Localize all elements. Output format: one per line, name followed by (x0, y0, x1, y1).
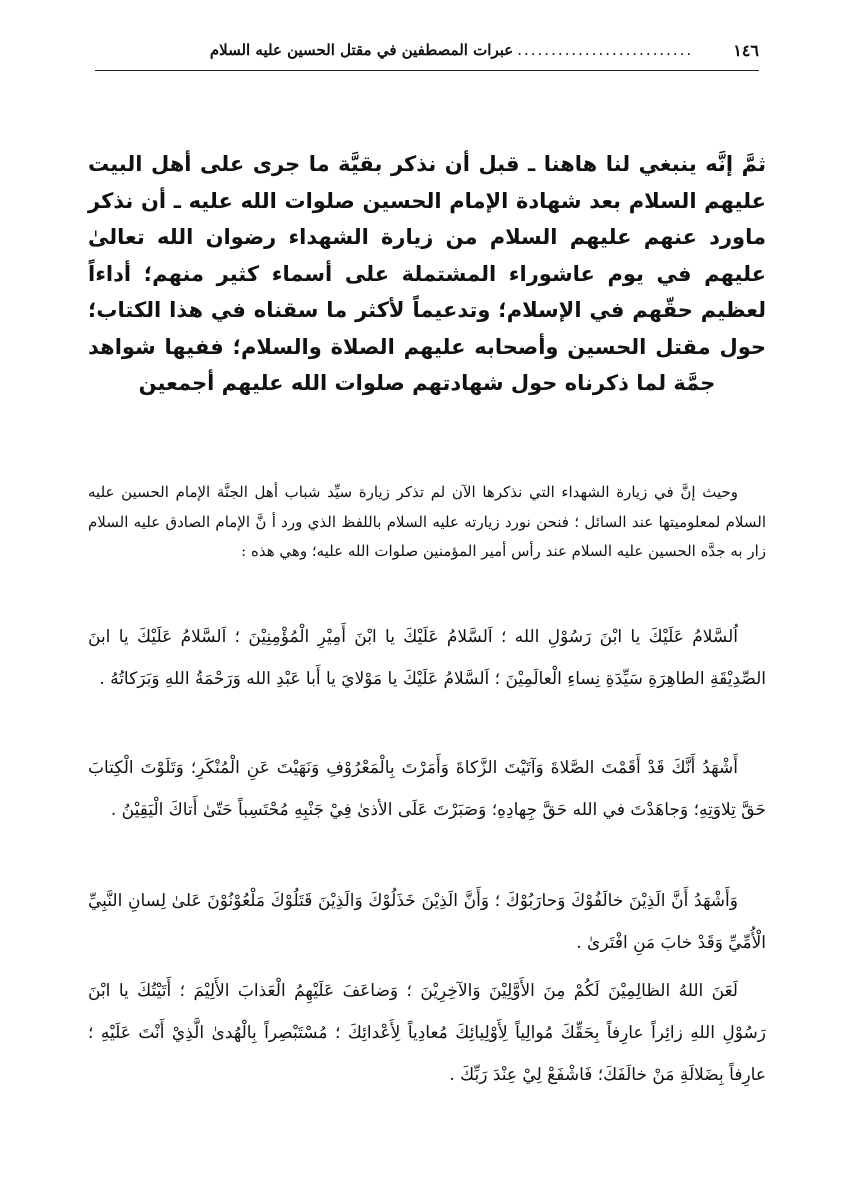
section-heading: ثمَّ إنَّه ينبغي لنا هاهنا ـ قبل أن نذكر بقيَّة ما جرى على أهل البيت عليهم السلام بعد شهادة الإمام الحسين صلوات الله عليه ـ أن نذكر ماورد عنهم عليهم السلام من زيارة الشهداء رضوان الله تعالىٰ عليهم في يوم عاشوراء المشتملة على أسماء كثير منهم؛ أداءاً لعظيم حقّهم في الإسلام؛ وتدعيماً لأكثر ما سقناه في هذا الكتاب؛ حول مقتل الحسين وأصحابه عليهم الصلاة والسلام؛ ففيها شواهد جمَّة لما ذكرناه حول شهادتهم صلوات الله عليهم أجمعين (88, 152, 766, 395)
ziyara-paragraph-4: لَعَنَ اللهُ الظالِمِيْنَ لَكُمْ مِنَ الأَوَّلِيْنَ وَالآخِرِيْنَ ؛ وَضاعَفَ عَلَيْهِمُ الْعَذابَ الأَلِيْمَ ؛ أَتَيْتُكَ يا ابْنَ رَسُوْلِ اللهِ زائِراً عارِفاً بِحَقِّكَ مُوالِياً لِأَوْلِيائِكَ مُعادِياً لِأَعْدائِكَ ؛ مُسْتَبْصِراً بِالْهُدىٰ الَّذِيْ أَنْتَ عَلَيْهِ ؛ عارِفاً بِضَلالَةِ مَنْ خالَفَكَ؛ فَاشْفَعْ لِيْ عِنْدَ رَبِّكَ . (88, 981, 766, 1085)
header-leader-dots: .......................... (517, 41, 694, 59)
book-title: عبرات المصطفين في مقتل الحسين عليه السلام (209, 41, 514, 59)
intro-paragraph: وحيث إنَّ في زيارة الشهداء التي نذكرها الآن لم تذكر زيارة سيِّد شباب أهل الجنَّة الإمام الحسين عليه السلام لمعلوميتها عند السائل ؛ فنحن نورد زيارته عليه السلام باللفظ الذي ورد أ نَّ الإمام الصادق عليه السلام زار به جدَّه الحسين عليه السلام عند رأس أمير المؤمنين صلوات الله عليه؛ وهي هذه : (88, 483, 766, 560)
running-header (95, 30, 759, 71)
ziyara-paragraph-3: وَأَشْهَدُ أَنَّ الَذِيْنَ خالَفُوْكَ وَحارَبُوْكَ ؛ وَأَنَّ الَذِيْنَ خَذَلُوْكَ وَالَذِيْنَ قَتَلُوْكَ مَلْعُوْنُوْنَ عَلىٰ لِسانِ النَّبِيِّ الْأُمِّيِّ وَقَدْ خابَ مَنِ افْتَرىٰ . (88, 891, 766, 953)
ziyara-paragraph-1: اُلسَّلامُ عَلَيْكَ يا ابْنَ رَسُوْلِ الله ؛ اَلسَّلامُ عَلَيْكَ يا ابْنَ أَمِيْرِ الْمُؤْمِنِيْنَ ؛ اَلسَّلامُ عَلَيْكَ يا ابنَ الصِّدِيْقَةِ الطاهِرَةِ سَيِّدَةِ نِساءِ الْعالَمِيْنَ ؛ اَلسَّلامُ عَلَيْكَ يا مَوْلايَ يا أَبا عَبْدِ الله وَرَحْمَةُ اللهِ وَبَرَكاتُهُ . (88, 627, 766, 689)
page-number: ١٤٦ (733, 40, 759, 60)
ziyara-paragraph-2: أَشْهَدُ أَنَّكَ قَدْ أَقَمْتَ الصَّلاةَ وَآتَيْتَ الزَّكاةَ وَأَمَرْتَ بِالْمَعْرُوْفِ وَنَهَيْتَ عَنِ الْمُنْكَرِ؛ وَتَلَوْتَ الْكِتابَ حَقَّ تِلاوَتِهِ؛ وَجاهَدْتَ في الله حَقَّ جِهادِهِ؛ وَصَبَرْتَ عَلَى الأذىٰ فِيْ جَنْبِهِ مُحْتَسِباً حَتّىٰ أَتاكَ الْيَقِيْنُ . (88, 758, 766, 820)
